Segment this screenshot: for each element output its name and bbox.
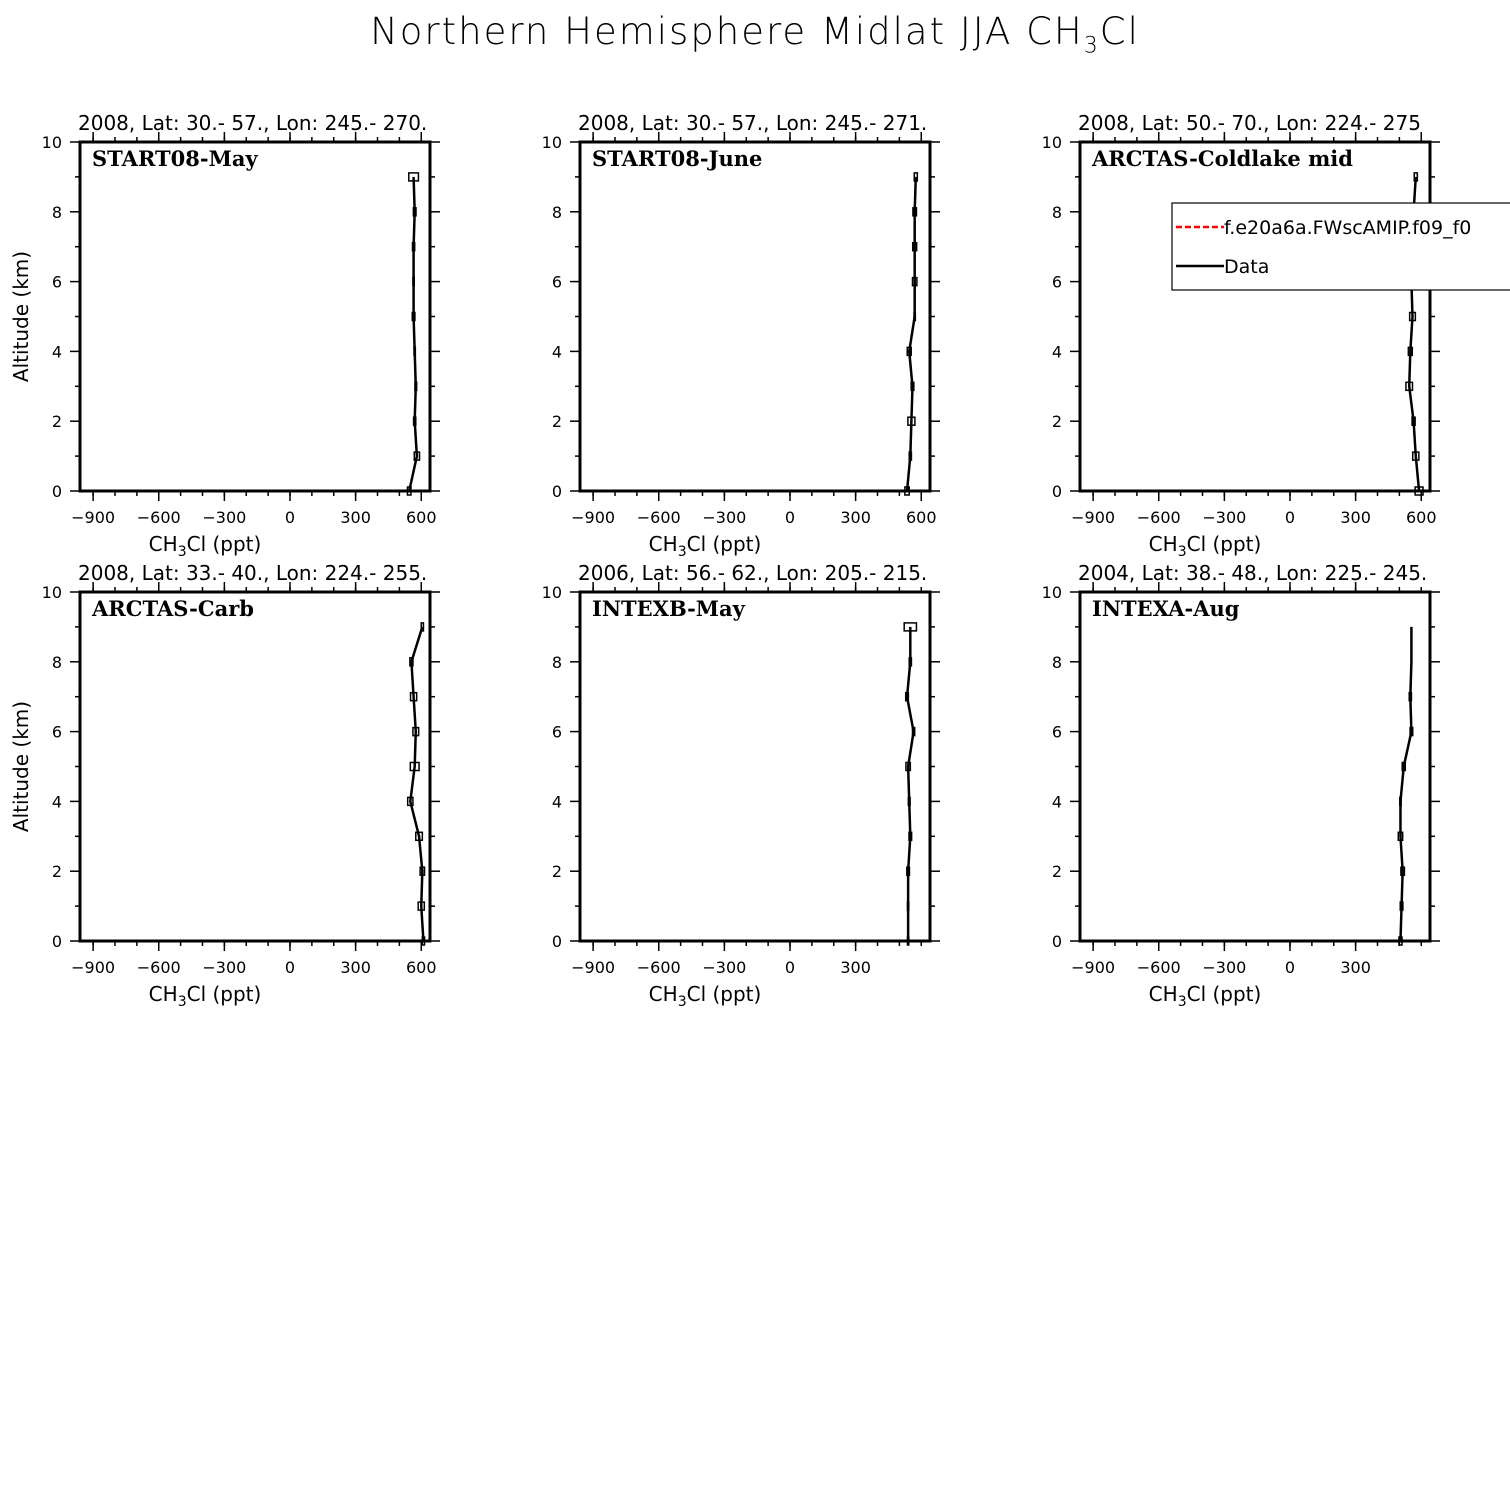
x-tick-label: −600 [636,958,681,977]
y-tick-label: 2 [51,862,62,882]
panel-label: ARCTAS-Carb [92,596,254,621]
data-line [907,627,914,941]
y-tick-label: 8 [551,652,562,672]
y-tick-label: 6 [51,722,62,742]
panel-label: START08-June [592,146,763,171]
data-range-box [914,313,915,321]
data-range-box [413,278,414,286]
x-tick-label: −600 [636,508,681,527]
x-tick-label: 300 [1340,958,1371,977]
y-tick-label: 10 [1041,133,1062,152]
x-tick-label: −900 [571,958,616,977]
data-range-box [907,937,908,945]
plot-frame [1080,592,1430,941]
panel-5 [542,561,940,1010]
panel-label: INTEXA-Aug [1092,596,1240,621]
x-tick-label: 0 [284,958,296,977]
y-tick-label: 8 [1051,652,1062,672]
x-tick-label: 600 [1405,508,1437,527]
panel-2 [542,111,940,560]
x-tick-label: −600 [136,508,181,527]
y-tick-label: 0 [51,482,62,501]
panel-subtitle: 2008, Lat: 50.- 70., Lon: 224.- 275 [1078,111,1421,135]
x-tick-label: −900 [71,958,116,977]
x-axis-title: $CH_3Cl$ (ppt) [148,532,262,560]
x-axis-title: $CH_3Cl$ (ppt) [148,982,262,1010]
y-tick-label: 2 [1051,862,1062,882]
y-tick-label: 4 [51,792,62,812]
y-tick-label: 0 [1051,482,1062,501]
y-tick-label: 2 [551,862,562,882]
y-tick-label: 2 [1051,412,1062,432]
data-line [409,177,417,491]
y-tick-label: 8 [51,652,62,672]
y-tick-label: 4 [551,792,562,812]
x-tick-label: 0 [284,508,296,527]
x-tick-label: −900 [571,508,616,527]
x-tick-label: 300 [340,508,371,527]
x-tick-label: −300 [202,508,247,527]
plot-frame [80,592,430,941]
x-axis-title: $CH_3Cl$ (ppt) [648,532,762,560]
panel-3 [1042,111,1440,560]
data-line [907,177,916,491]
y-tick-label: 2 [51,412,62,432]
data-range-box [414,347,415,355]
panel-label: INTEXB-May [592,596,745,621]
y-axis-title: Altitude (km) [9,700,33,833]
y-tick-label: 4 [51,342,62,362]
y-tick-label: 6 [551,722,562,742]
x-tick-label: 600 [405,958,437,977]
x-tick-label: 600 [405,508,437,527]
y-tick-label: 10 [541,133,562,152]
y-tick-label: 6 [51,272,62,292]
x-tick-label: −900 [71,508,116,527]
panel-4 [9,561,440,1010]
panel-subtitle: 2004, Lat: 38.- 48., Lon: 225.- 245. [1078,561,1428,585]
x-tick-label: −600 [1136,958,1181,977]
panel-subtitle: 2006, Lat: 56.- 62., Lon: 205.- 215. [578,561,928,585]
legend-model-label: f.e20a6a.FWscAMIP.f09_f0 [1224,217,1472,239]
y-tick-label: 10 [1041,583,1062,602]
panel-subtitle: 2008, Lat: 30.- 57., Lon: 245.- 271. [578,111,928,135]
plot-frame [1080,142,1430,491]
x-tick-label: 600 [905,508,937,527]
legend-data-label: Data [1224,256,1270,278]
y-tick-label: 0 [1051,932,1062,951]
y-tick-label: 10 [41,583,62,602]
y-tick-label: 4 [1051,792,1062,812]
y-tick-label: 0 [551,932,562,951]
x-tick-label: −600 [136,958,181,977]
plot-frame [580,142,930,491]
panel-label: START08-May [92,146,258,171]
x-tick-label: −300 [1202,508,1247,527]
x-tick-label: −300 [702,958,747,977]
x-tick-label: 300 [1340,508,1371,527]
data-line [1400,627,1411,941]
page-title: Northern Hemisphere Midlat JJA $CH_3Cl$ [370,10,1140,59]
y-tick-label: 10 [541,583,562,602]
y-tick-label: 6 [1051,722,1062,742]
x-tick-label: 300 [840,958,871,977]
y-tick-label: 0 [51,932,62,951]
panel-1 [9,111,440,560]
x-tick-label: 300 [340,958,371,977]
data-line [410,627,423,941]
x-tick-label: −900 [1071,958,1116,977]
y-tick-label: 2 [551,412,562,432]
x-tick-label: −300 [702,508,747,527]
y-tick-label: 8 [51,202,62,222]
data-range-box [907,902,908,910]
plot-frame [80,142,430,491]
y-tick-label: 4 [1051,342,1062,362]
panel-subtitle: 2008, Lat: 33.- 40., Lon: 224.- 255. [78,561,428,585]
plot-frame [580,592,930,941]
x-axis-title: $CH_3Cl$ (ppt) [1148,982,1262,1010]
legend [1172,203,1510,290]
x-tick-label: 0 [1284,508,1296,527]
panel-6 [1042,561,1440,1010]
x-tick-label: 0 [784,508,796,527]
panel-label: ARCTAS-Coldlake mid [1092,146,1353,171]
x-axis-title: $CH_3Cl$ (ppt) [1148,532,1262,560]
y-tick-label: 6 [551,272,562,292]
x-tick-label: −900 [1071,508,1116,527]
x-tick-label: 0 [1284,958,1296,977]
y-axis-title: Altitude (km) [9,250,33,383]
y-tick-label: 10 [41,133,62,152]
x-tick-label: −300 [202,958,247,977]
x-tick-label: −300 [1202,958,1247,977]
y-tick-label: 0 [551,482,562,501]
y-tick-label: 8 [1051,202,1062,222]
y-tick-label: 8 [551,202,562,222]
x-tick-label: 300 [840,508,871,527]
y-tick-label: 4 [551,342,562,362]
x-tick-label: −600 [1136,508,1181,527]
x-axis-title: $CH_3Cl$ (ppt) [648,982,762,1010]
x-tick-label: 0 [784,958,796,977]
y-tick-label: 6 [1051,272,1062,292]
data-range-box [1400,797,1401,805]
panel-subtitle: 2008, Lat: 30.- 57., Lon: 245.- 270. [78,111,428,135]
